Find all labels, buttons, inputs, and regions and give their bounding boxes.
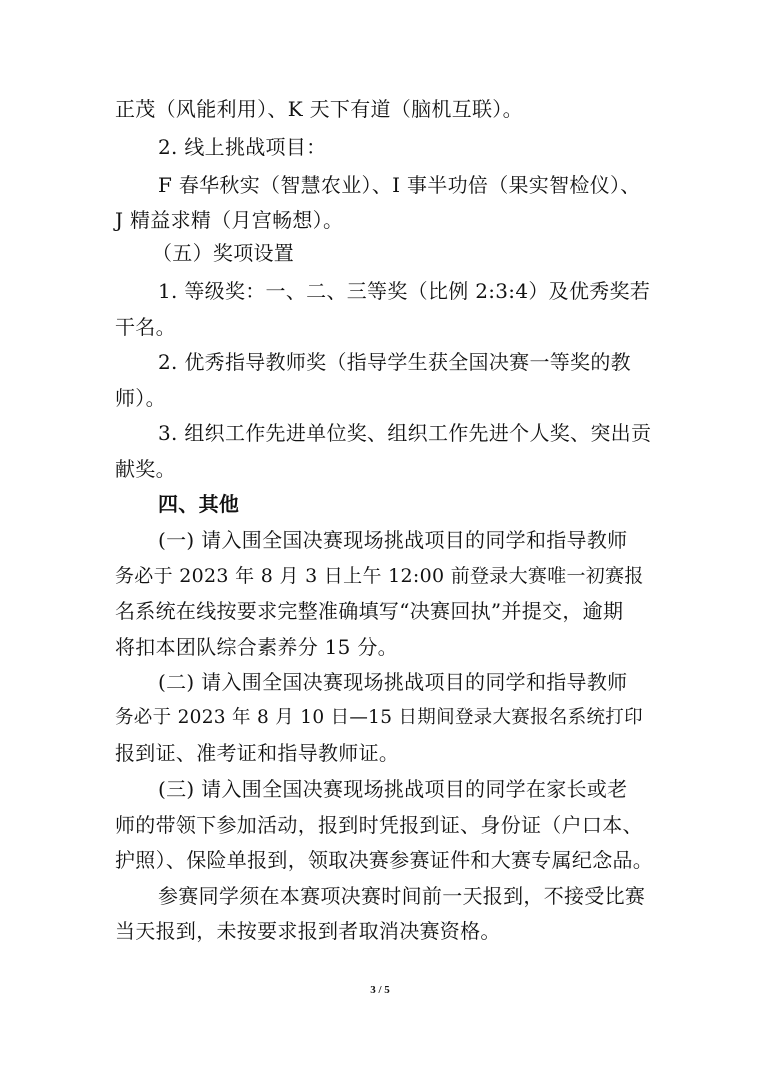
text-line: J 精益求精（月宫畅想）。	[115, 208, 344, 232]
text-line: (一) 请入围全国决赛现场挑战项目的同学和指导教师	[158, 528, 628, 552]
text-line: 护照）、保险单报到，领取决赛参赛证件和大赛专属纪念品。	[115, 848, 654, 872]
section-subheading: （五）奖项设置	[152, 241, 295, 265]
page-number: 3 / 5	[370, 984, 390, 996]
text-line: 务必于 2023 年 8 月 10 日—15 日期间登录大赛报名系统打印	[115, 707, 643, 728]
text-line: 干名。	[115, 315, 176, 339]
text-line: 名系统在线按要求完整准确填写“决赛回执”并提交，逾期	[115, 599, 624, 623]
text-line: 务必于 2023 年 8 月 3 日上午 12:00 前登录大赛唯一初赛报	[115, 565, 644, 587]
text-line: 将扣本团队综合素养分 15 分。	[115, 635, 398, 659]
text-line: 正茂（风能利用）、K 天下有道（脑机互联）。	[115, 97, 523, 121]
text-line: 当天报到，未按要求报到者取消决赛资格。	[115, 919, 501, 943]
text-line: 参赛同学须在本赛项决赛时间前一天报到，不接受比赛	[158, 884, 646, 908]
text-line: 师的带领下参加活动，报到时凭报到证、身份证（户口本、	[115, 813, 643, 837]
text-line: 师）。	[115, 386, 166, 410]
text-line: (二) 请入围全国决赛现场挑战项目的同学和指导教师	[158, 670, 628, 694]
text-line: 2. 优秀指导教师奖（指导学生获全国决赛一等奖的教	[158, 350, 631, 374]
text-line: (三) 请入围全国决赛现场挑战项目的同学在家长或老	[158, 777, 628, 801]
text-line: 1. 等级奖：一、二、三等奖（比例 2:3:4）及优秀奖若	[158, 279, 651, 303]
text-line: F 春华秋实（智慧农业）、I 事半功倍（果实智检仪）、	[158, 173, 641, 197]
text-line: 献奖。	[115, 457, 176, 481]
section-heading: 四、其他	[158, 492, 240, 516]
text-line: 3. 组织工作先进单位奖、组织工作先进个人奖、突出贡	[158, 421, 652, 445]
text-line: 2. 线上挑战项目：	[158, 135, 327, 159]
text-line: 报到证、准考证和指导教师证。	[115, 741, 400, 765]
